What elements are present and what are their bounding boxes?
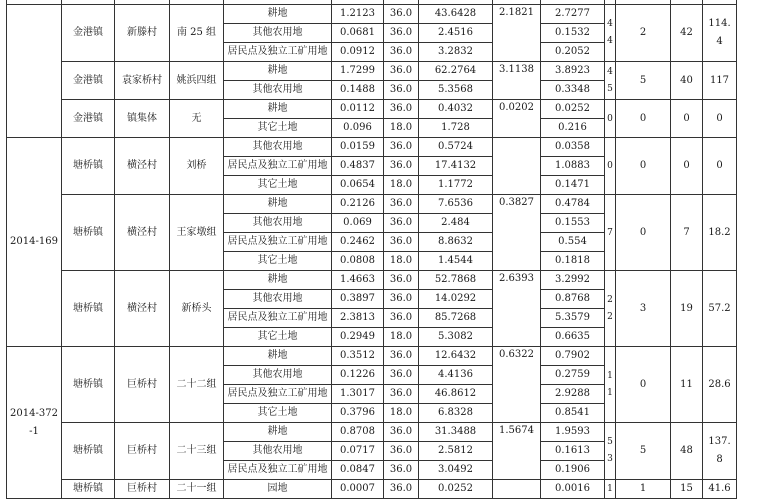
land-type-cell: 耕地 xyxy=(224,271,332,290)
cell-11-text: 4 5 xyxy=(607,66,613,94)
table-row xyxy=(7,271,737,290)
cell-13: 15 xyxy=(671,480,703,499)
land-type-cell: 园地 xyxy=(224,480,332,499)
rate-cell: 18.0 xyxy=(384,176,419,195)
group-cell: 无 xyxy=(170,100,224,138)
cell-11-text: 1 1 xyxy=(607,370,613,398)
town-cell: 塘桥镇 xyxy=(62,195,115,271)
cell-12: 0 xyxy=(616,347,671,423)
land-type-cell: 居民点及独立工矿用地 xyxy=(224,461,332,480)
group-cell: 刘桥 xyxy=(170,138,224,195)
town-cell: 金港镇 xyxy=(62,5,115,62)
group-cell: 二十三组 xyxy=(170,423,224,480)
amount-cell: 7.6536 xyxy=(419,195,493,214)
amount-cell: 46.8612 xyxy=(419,385,493,404)
cell-11 xyxy=(605,62,616,100)
rate-cell: 36.0 xyxy=(384,290,419,309)
group-cell: 姚浜四组 xyxy=(170,62,224,100)
land-type-cell: 耕地 xyxy=(224,100,332,119)
land-type-cell: 其他农用地 xyxy=(224,24,332,43)
cell-9: 0.3827 xyxy=(493,195,541,271)
village-cell: 横泾村 xyxy=(115,271,170,347)
land-type-cell: 耕地 xyxy=(224,195,332,214)
amount-cell: 0.5724 xyxy=(419,138,493,157)
amount-cell: 2.5812 xyxy=(419,442,493,461)
land-type-cell: 居民点及独立工矿用地 xyxy=(224,233,332,252)
cell-9: 0.0202 xyxy=(493,100,541,138)
amount-cell: 43.6428 xyxy=(419,5,493,24)
cell-12: 3 xyxy=(616,271,671,347)
cell-10: 5.3579 xyxy=(541,309,605,328)
cell-11: 7 xyxy=(605,195,616,271)
area-cell: 0.4837 xyxy=(332,157,384,176)
cell-12: 0 xyxy=(616,100,671,138)
cell-10: 0.8541 xyxy=(541,404,605,423)
cell-13: 7 xyxy=(671,195,703,271)
cell-11: 0 xyxy=(605,138,616,195)
land-type-cell: 其他农用地 xyxy=(224,290,332,309)
amount-cell: 1.728 xyxy=(419,119,493,138)
village-cell: 新滕村 xyxy=(115,5,170,62)
cell-11-text: 4 4 xyxy=(607,19,613,46)
area-cell: 0.0717 xyxy=(332,442,384,461)
cell-10: 0.1818 xyxy=(541,252,605,271)
cell-9 xyxy=(493,138,541,195)
land-type-cell: 居民点及独立工矿用地 xyxy=(224,43,332,62)
amount-cell: 12.6432 xyxy=(419,347,493,366)
rate-cell: 36.0 xyxy=(384,43,419,62)
land-type-cell: 其它土地 xyxy=(224,119,332,138)
amount-cell: 31.3488 xyxy=(419,423,493,442)
rate-cell: 36.0 xyxy=(384,480,419,499)
cell-10: 2.9288 xyxy=(541,385,605,404)
rate-cell: 36.0 xyxy=(384,423,419,442)
cell-10: 0.554 xyxy=(541,233,605,252)
area-cell: 0.2949 xyxy=(332,328,384,347)
cell-14: 57.2 xyxy=(703,271,737,347)
area-cell: 0.3897 xyxy=(332,290,384,309)
rate-cell: 36.0 xyxy=(384,214,419,233)
cell-12: 2 xyxy=(616,5,671,62)
cell-11 xyxy=(605,347,616,423)
area-cell: 0.1488 xyxy=(332,81,384,100)
amount-cell: 0.4032 xyxy=(419,100,493,119)
rate-cell: 36.0 xyxy=(384,309,419,328)
rate-cell: 36.0 xyxy=(384,5,419,24)
table-row xyxy=(7,138,737,157)
group-cell: 新桥头 xyxy=(170,271,224,347)
amount-cell: 17.4132 xyxy=(419,157,493,176)
rate-cell: 36.0 xyxy=(384,385,419,404)
cell-14: 18.2 xyxy=(703,195,737,271)
land-compensation-table xyxy=(6,0,737,499)
rate-cell: 18.0 xyxy=(384,119,419,138)
rate-cell: 36.0 xyxy=(384,366,419,385)
village-cell: 横泾村 xyxy=(115,138,170,195)
cell-14: 0 xyxy=(703,138,737,195)
amount-cell: 5.3568 xyxy=(419,81,493,100)
area-cell: 1.2123 xyxy=(332,5,384,24)
area-cell: 0.069 xyxy=(332,214,384,233)
cell-10: 0.4784 xyxy=(541,195,605,214)
rate-cell: 36.0 xyxy=(384,233,419,252)
table-row xyxy=(7,423,737,442)
land-type-cell: 耕地 xyxy=(224,347,332,366)
rate-cell: 36.0 xyxy=(384,271,419,290)
land-type-cell: 其它土地 xyxy=(224,404,332,423)
cell-9: 1.5674 xyxy=(493,423,541,480)
cell-14: 117 xyxy=(703,62,737,100)
group-cell: 二十一组 xyxy=(170,480,224,499)
rate-cell: 36.0 xyxy=(384,100,419,119)
land-type-cell: 居民点及独立工矿用地 xyxy=(224,385,332,404)
amount-cell: 8.8632 xyxy=(419,233,493,252)
area-cell: 1.4663 xyxy=(332,271,384,290)
cell-10: 0.6635 xyxy=(541,328,605,347)
land-type-cell: 其它土地 xyxy=(224,176,332,195)
town-cell: 塘桥镇 xyxy=(62,271,115,347)
area-cell: 0.0681 xyxy=(332,24,384,43)
area-cell: 0.8708 xyxy=(332,423,384,442)
land-type-cell: 其它土地 xyxy=(224,328,332,347)
cell-10: 0.1906 xyxy=(541,461,605,480)
village-cell: 巨桥村 xyxy=(115,480,170,499)
area-cell: 0.2462 xyxy=(332,233,384,252)
area-cell: 0.3796 xyxy=(332,404,384,423)
table-row xyxy=(7,347,737,366)
cell-14 xyxy=(703,5,737,62)
cell-11: 1 xyxy=(605,480,616,499)
cell-13: 11 xyxy=(671,347,703,423)
cell-9: 2.6393 xyxy=(493,271,541,347)
cell-14: 28.6 xyxy=(703,347,737,423)
rate-cell: 36.0 xyxy=(384,195,419,214)
cell-10: 0.1471 xyxy=(541,176,605,195)
amount-cell: 4.4136 xyxy=(419,366,493,385)
amount-cell: 1.4544 xyxy=(419,252,493,271)
amount-cell: 1.1772 xyxy=(419,176,493,195)
table-row xyxy=(7,5,737,24)
land-type-cell: 其他农用地 xyxy=(224,138,332,157)
cell-14: 0 xyxy=(703,100,737,138)
rate-cell: 36.0 xyxy=(384,157,419,176)
cell-13: 19 xyxy=(671,271,703,347)
cell-11-text: 2 2 xyxy=(607,294,613,322)
rate-cell: 18.0 xyxy=(384,252,419,271)
table-row xyxy=(7,100,737,119)
cell-12: 5 xyxy=(616,62,671,100)
table-row xyxy=(7,480,737,499)
land-type-cell: 其它土地 xyxy=(224,252,332,271)
rate-cell: 36.0 xyxy=(384,138,419,157)
land-type-cell: 其他农用地 xyxy=(224,214,332,233)
amount-cell: 0.0252 xyxy=(419,480,493,499)
cell-10: 0.2759 xyxy=(541,366,605,385)
amount-cell: 14.0292 xyxy=(419,290,493,309)
cell-13: 0 xyxy=(671,138,703,195)
cell-10: 0.1553 xyxy=(541,214,605,233)
land-type-cell: 耕地 xyxy=(224,5,332,24)
area-cell: 1.3017 xyxy=(332,385,384,404)
village-cell: 横泾村 xyxy=(115,195,170,271)
cell-10: 0.8768 xyxy=(541,290,605,309)
project-cell xyxy=(7,5,62,138)
cell-14: 41.6 xyxy=(703,480,737,499)
land-type-cell: 其他农用地 xyxy=(224,366,332,385)
land-type-cell: 其他农用地 xyxy=(224,442,332,461)
land-type-cell: 居民点及独立工矿用地 xyxy=(224,309,332,328)
cell-9: 2.1821 xyxy=(493,5,541,62)
cell-14-text: 114. 4 xyxy=(708,18,731,47)
group-cell: 南 25 组 xyxy=(170,5,224,62)
cell-10: 0.2052 xyxy=(541,43,605,62)
cell-11-text: 5 3 xyxy=(607,437,613,464)
town-cell: 塘桥镇 xyxy=(62,138,115,195)
cell-10: 0.216 xyxy=(541,119,605,138)
cell-10: 0.0252 xyxy=(541,100,605,119)
rate-cell: 36.0 xyxy=(384,347,419,366)
village-cell: 镇集体 xyxy=(115,100,170,138)
cell-13: 40 xyxy=(671,62,703,100)
town-cell: 塘桥镇 xyxy=(62,480,115,499)
village-cell: 巨桥村 xyxy=(115,423,170,480)
cell-9: 0.6322 xyxy=(493,347,541,423)
rate-cell: 18.0 xyxy=(384,328,419,347)
town-cell: 金港镇 xyxy=(62,100,115,138)
area-cell: 0.0159 xyxy=(332,138,384,157)
cell-9: 3.1138 xyxy=(493,62,541,100)
amount-cell: 62.2764 xyxy=(419,62,493,81)
land-type-cell: 耕地 xyxy=(224,62,332,81)
cell-12: 0 xyxy=(616,195,671,271)
cell-10: 0.0016 xyxy=(541,480,605,499)
town-cell: 金港镇 xyxy=(62,62,115,100)
project-cell-text: 2014-372 -1 xyxy=(10,407,58,437)
amount-cell: 3.0492 xyxy=(419,461,493,480)
group-cell: 二十二组 xyxy=(170,347,224,423)
area-cell: 0.0007 xyxy=(332,480,384,499)
rate-cell: 36.0 xyxy=(384,62,419,81)
area-cell: 0.1226 xyxy=(332,366,384,385)
amount-cell: 3.2832 xyxy=(419,43,493,62)
land-type-cell: 耕地 xyxy=(224,423,332,442)
town-cell: 塘桥镇 xyxy=(62,347,115,423)
group-cell: 王家墩组 xyxy=(170,195,224,271)
village-cell: 袁家桥村 xyxy=(115,62,170,100)
amount-cell: 2.4516 xyxy=(419,24,493,43)
cell-10: 0.3348 xyxy=(541,81,605,100)
area-cell: 0.0112 xyxy=(332,100,384,119)
land-type-cell: 其他农用地 xyxy=(224,81,332,100)
cell-14 xyxy=(703,423,737,480)
cell-11 xyxy=(605,423,616,480)
amount-cell: 5.3082 xyxy=(419,328,493,347)
rate-cell: 36.0 xyxy=(384,24,419,43)
village-cell: 巨桥村 xyxy=(115,347,170,423)
cell-10: 0.1613 xyxy=(541,442,605,461)
area-cell: 0.0654 xyxy=(332,176,384,195)
amount-cell: 6.8328 xyxy=(419,404,493,423)
cell-10: 2.7277 xyxy=(541,5,605,24)
cell-13: 42 xyxy=(671,5,703,62)
area-cell: 0.0808 xyxy=(332,252,384,271)
area-cell: 0.096 xyxy=(332,119,384,138)
area-cell: 0.2126 xyxy=(332,195,384,214)
cell-11 xyxy=(605,5,616,62)
area-cell: 0.0912 xyxy=(332,43,384,62)
rate-cell: 36.0 xyxy=(384,461,419,480)
cell-12: 0 xyxy=(616,138,671,195)
area-cell: 2.3813 xyxy=(332,309,384,328)
cell-10: 1.9593 xyxy=(541,423,605,442)
table-row xyxy=(7,62,737,81)
cell-10: 0.0358 xyxy=(541,138,605,157)
cell-10: 3.2992 xyxy=(541,271,605,290)
cell-10: 0.1532 xyxy=(541,24,605,43)
project-cell xyxy=(7,347,62,499)
land-type-cell: 居民点及独立工矿用地 xyxy=(224,157,332,176)
cell-12: 5 xyxy=(616,423,671,480)
area-cell: 0.0847 xyxy=(332,461,384,480)
cell-9 xyxy=(493,480,541,499)
amount-cell: 52.7868 xyxy=(419,271,493,290)
cell-11 xyxy=(605,271,616,347)
rate-cell: 18.0 xyxy=(384,404,419,423)
cell-10: 1.0883 xyxy=(541,157,605,176)
cell-13: 48 xyxy=(671,423,703,480)
rate-cell: 36.0 xyxy=(384,442,419,461)
cell-12: 1 xyxy=(616,480,671,499)
cell-10: 0.7902 xyxy=(541,347,605,366)
cell-14-text: 137. 8 xyxy=(708,436,731,465)
table-row xyxy=(7,195,737,214)
amount-cell: 2.484 xyxy=(419,214,493,233)
amount-cell: 85.7268 xyxy=(419,309,493,328)
town-cell: 塘桥镇 xyxy=(62,423,115,480)
area-cell: 1.7299 xyxy=(332,62,384,81)
cell-13: 0 xyxy=(671,100,703,138)
cell-11: 0 xyxy=(605,100,616,138)
project-cell: 2014-169 xyxy=(7,138,62,347)
area-cell: 0.3512 xyxy=(332,347,384,366)
cell-10: 3.8923 xyxy=(541,62,605,81)
rate-cell: 36.0 xyxy=(384,81,419,100)
